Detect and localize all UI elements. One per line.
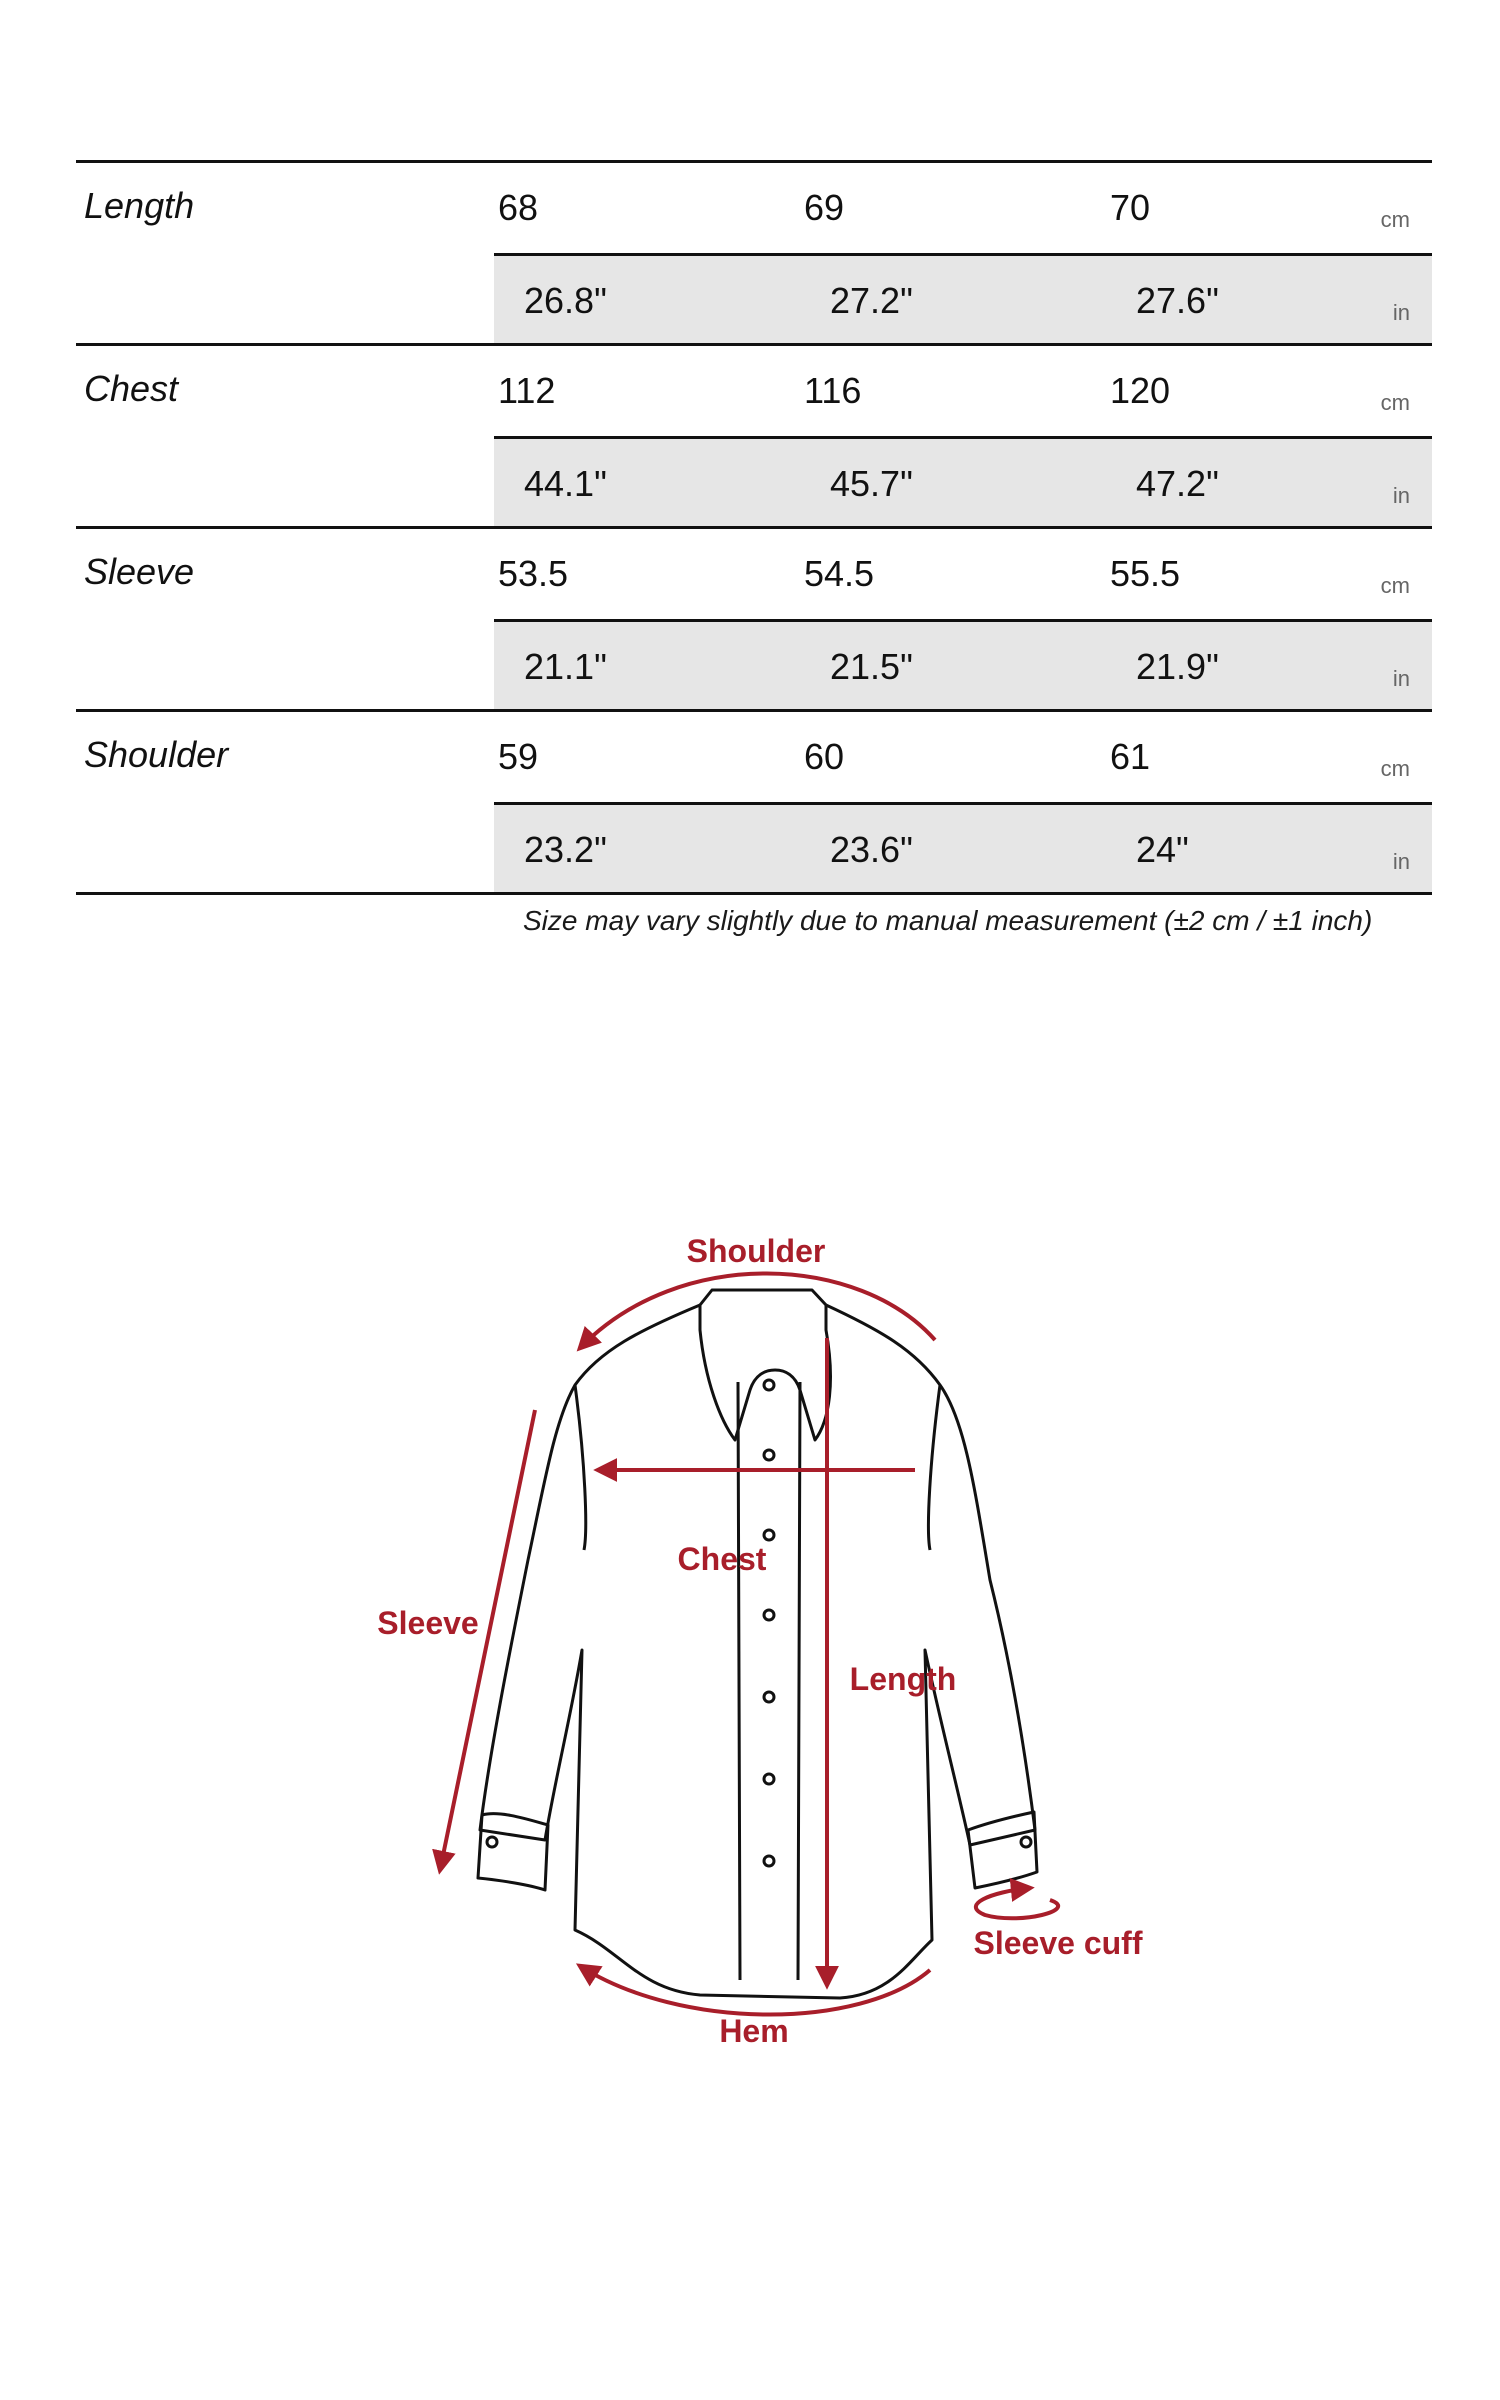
cell: 23.6" <box>830 829 913 870</box>
cell: 47.2" <box>1136 463 1219 504</box>
cell: 21.5" <box>830 646 913 687</box>
label-length: Length <box>849 1661 957 1697</box>
cell: 27.2" <box>830 280 913 321</box>
button <box>764 1774 774 1784</box>
button <box>764 1530 774 1540</box>
cell: 44.1" <box>524 463 607 504</box>
unit-label: in <box>1392 300 1410 325</box>
unit-label: cm <box>1380 390 1410 415</box>
measurement-note: Size may vary slightly due to manual measurement (±2 cm / ±1 inch) <box>523 905 1373 936</box>
button <box>764 1856 774 1866</box>
unit-label: cm <box>1380 207 1410 232</box>
measure-shoulder <box>76 709 1432 892</box>
label-sleeve-cuff: Sleeve cuff <box>973 1925 1143 1961</box>
label-chest: Chest <box>677 1541 767 1577</box>
unit-label: in <box>1392 483 1410 508</box>
shirt-body <box>480 1305 1035 1998</box>
cell: 26.8" <box>524 280 607 321</box>
hem-arrow <box>580 1966 930 2015</box>
cell: 120 <box>1110 370 1171 411</box>
cm-row <box>494 163 1432 253</box>
measure-chest <box>76 343 1432 526</box>
collar-band <box>700 1290 826 1305</box>
size-table <box>76 160 1432 895</box>
unit-label: cm <box>1380 573 1410 598</box>
cell: 59 <box>498 736 539 777</box>
button <box>764 1692 774 1702</box>
cuff-button <box>1021 1837 1031 1847</box>
cell: 68 <box>498 187 539 228</box>
measure-sleeve <box>76 526 1432 709</box>
in-row <box>494 802 1432 892</box>
cell: 53.5 <box>498 553 569 594</box>
measure-name: Length <box>84 185 195 226</box>
shirt-outline <box>478 1290 1037 1998</box>
button <box>764 1450 774 1460</box>
unit-label: cm <box>1380 756 1410 781</box>
cell: 116 <box>804 370 862 411</box>
measure-length <box>76 160 1432 343</box>
cuff-right <box>968 1812 1037 1888</box>
cell: 24" <box>1136 829 1189 870</box>
cuff-arrow <box>976 1888 1058 1918</box>
cell: 21.9" <box>1136 646 1219 687</box>
in-row <box>494 436 1432 526</box>
cell: 61 <box>1110 736 1151 777</box>
measure-name: Sleeve <box>84 551 195 592</box>
measure-name: Shoulder <box>84 734 229 775</box>
in-row <box>494 253 1432 343</box>
shirt-measurement-diagram <box>0 1200 1500 2100</box>
in-row <box>494 619 1432 709</box>
cell: 69 <box>804 187 845 228</box>
label-sleeve: Sleeve <box>377 1605 479 1641</box>
cm-row <box>494 346 1432 436</box>
cell: 27.6" <box>1136 280 1219 321</box>
cm-row <box>494 529 1432 619</box>
button <box>764 1380 774 1390</box>
cell: 60 <box>804 736 845 777</box>
cell: 21.1" <box>524 646 607 687</box>
button <box>764 1610 774 1620</box>
cm-row <box>494 712 1432 802</box>
label-hem: Hem <box>719 2013 789 2049</box>
table-bottom-rule <box>76 892 1432 895</box>
cell: 45.7" <box>830 463 913 504</box>
armhole-left <box>575 1385 586 1550</box>
label-shoulder: Shoulder <box>686 1233 826 1269</box>
unit-label: in <box>1392 849 1410 874</box>
cell: 55.5 <box>1110 553 1181 594</box>
cell: 23.2" <box>524 829 607 870</box>
armhole-right <box>928 1385 940 1550</box>
cuff-left <box>478 1814 548 1890</box>
cuff-button <box>487 1837 497 1847</box>
unit-label: in <box>1392 666 1410 691</box>
measure-name: Chest <box>84 368 179 409</box>
shirt-collar <box>700 1305 830 1440</box>
cell: 70 <box>1110 187 1151 228</box>
cell: 112 <box>498 370 556 411</box>
cell: 54.5 <box>804 553 875 594</box>
